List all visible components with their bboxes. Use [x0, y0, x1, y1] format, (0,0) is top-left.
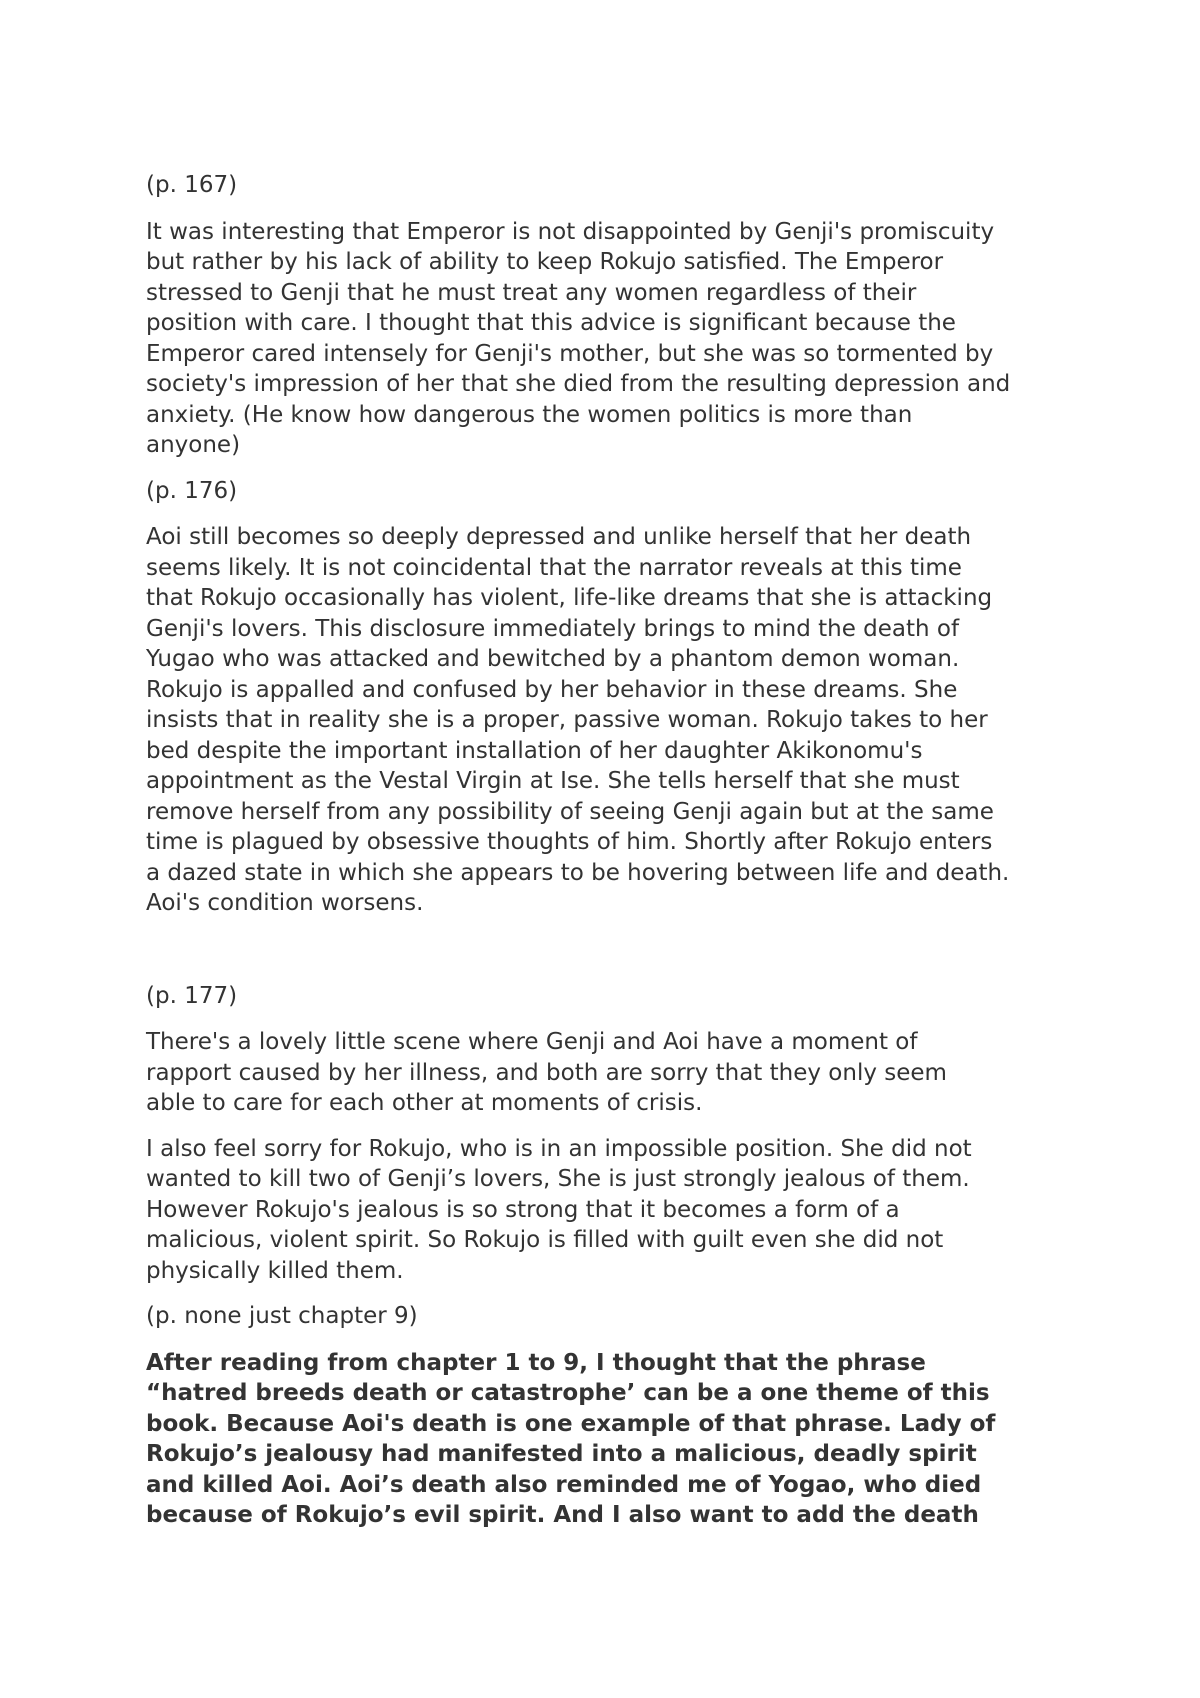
bold-paragraph: After reading from chapter 1 to 9, I thought that the phrase “hatred breeds death or catastrophe’ can be a one theme of this book. Because Aoi's death is one example of that phrase. Lady of Rokujo’s jealousy had manifested into a malicious, deadly spirit and killed Aoi. Aoi’s death also reminded me of Yogao, who died because of Rokujo’s evil spirit. And I also want to add the death: [146, 1349, 996, 1528]
paragraph: There's a lovely little scene where Genji and Aoi have a moment of rapport caused by her illness, and both are sorry that they only seem able to care for each other at moments of crisis.: [146, 1029, 947, 1116]
paragraph: It was interesting that Emperor is not disappointed by Genji's promiscuity but rather by his lack of ability to keep Rokujo satisfied. The Emperor stressed to Genji that he must treat any women regardless of their position with care. I thought that this advice is significant because the Emperor cared intensely for Genji's mother, but she was so tormented by society's impression of her that she died from the resulting depression and anxiety. (He know how dangerous the women politics is more than anyone): [146, 218, 1011, 458]
page-ref-label: (p. 167): [146, 172, 238, 198]
document-page: [146, 170, 1106, 1531]
page-ref-label: (p. 177): [146, 982, 238, 1009]
paragraph: I also feel sorry for Rokujo, who is in an impossible position. She did not wanted to kill two of Genji’s lovers, She is just strongly jealous of them. However Rokujo's jealous is so strong that it becomes a form of a malicious, violent spirit. So Rokujo is filled with guilt even she did not physically killed them.: [146, 1135, 972, 1284]
page-ref-label: (p. none just chapter 9): [146, 1303, 418, 1329]
paragraph: Aoi still becomes so deeply depressed and unlike herself that her death seems likely. It is not coincidental that the narrator reveals at this time that Rokujo occasionally has violent, life-like dreams that she is attacking Genji's lovers. This disclosure immediately brings to mind the death of Yugao who was attacked and bewitched by a phantom demon woman. Rokujo is appalled and confused by her behavior in these dreams. She insists that in reality she is a proper, passive woman. Rokujo takes to her bed despite the important installation of her daughter Akikonomu's appointment as the Vestal Virgin at Ise. She tells herself that she must remove herself from any possibility of seeing Genji again but at the same time is plagued by obsessive thoughts of him. Shortly after Rokujo enters a dazed state in which she appears to be hovering between life and death. Aoi's condition worsens.: [146, 524, 1010, 916]
page-ref-label: (p. 176): [146, 477, 238, 504]
